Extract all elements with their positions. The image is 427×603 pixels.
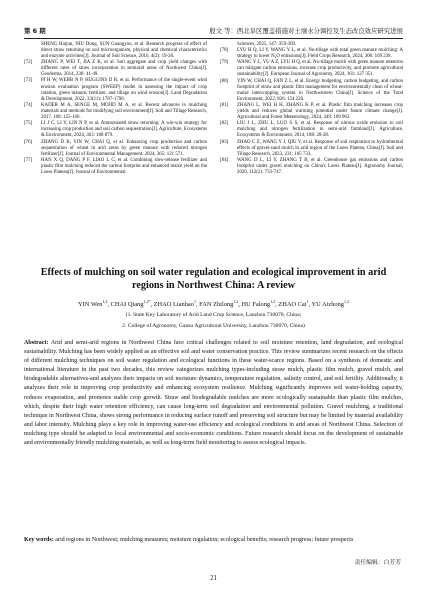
reference-text: YIN W, CHAI Q, FAN Z L, et al. Energy budgeting, carbon budgeting, and carbon footprint of straw and plastic film management for environmentally clean of wheat-maize intercropping system in Northwestern China[J]. Science of the Total Environment, 2022, 826: 154 220. [237, 78, 403, 102]
responsible-editor: 责任编辑：白芳芳 [354, 560, 401, 566]
article-title: Effects of mulching on soil water regulation and ecological improvement in arid regions in Northwest China: A review [40, 267, 387, 291]
reference-text: ZHANG P, WEI T, JIA Z K, et al. Soil aggregate and crop yield changes with different rates of straw incorporation in semiarid areas of Northwest China[J]. Geoderma, 2014, 230: 41-49. [41, 60, 207, 78]
reference-item [220, 158, 403, 176]
reference-number: [72] [24, 60, 33, 66]
reference-item [24, 140, 207, 158]
references-left-column [24, 42, 207, 176]
reference-number: [73] [24, 78, 33, 84]
reference-item [220, 60, 403, 78]
abstract [24, 339, 403, 448]
keywords-text: arid regions in Northwest; mulching measures; moisture regulation; ecological benefits; research progress; future prospects [55, 537, 354, 543]
reference-text: ZHANG D K, YIN W, CHAI Q, et al. Enhancing crop production and carbon sequestration of wheat in arid areas by green manure with reduced nitrogen fertilizer[J]. Journal of Environmental Management, 2024, 365: 121 571. [41, 139, 207, 157]
reference-text: ZHANG L, WEI H H, ZHANG K P, et al. Plastic film mulching increases crop yields and reduces global warming potential under future climate change[J]. Agricultural and Forest Meteorology, 2024, 349: 109 963. [237, 103, 403, 121]
reference-number: [75] [24, 121, 33, 127]
header-rule [24, 38, 403, 39]
reference-continuation: Sciences, 2025, 147: 359-369. [237, 42, 297, 47]
reference-text: WANG D L, LI Y, ZHANG T B, et al. Greenhouse gas emissions and carbon footprint under gravel mulching on China's Loess Plateau[J]. Agronomy Journal, 2020, 112(2): 733-747. [237, 158, 403, 176]
reference-item [24, 78, 207, 102]
affiliation-1: (1. State Key Laboratory of Arid Land Crop Science, Lanzhou 730070, China; [125, 312, 302, 318]
reference-number: [82] [220, 121, 229, 127]
reference-item [24, 158, 207, 176]
reference-number: [78] [220, 48, 229, 54]
reference-text: HAN X Q, DANG P F, LIAO L C, et al. Combining slow-release fertilizer and plastic film mulching reduced the carbon footprint and enhanced maize yield on the Loess Plateau[J]. Journal of Environmental [41, 157, 207, 175]
reference-item [24, 121, 207, 139]
reference-number: [76] [24, 139, 33, 145]
reference-text: PI H W, WEBB N P, HUGGINS D R, et al. Performance of the single-event wind erosion evaluation program (SWEEP) model in assessing the impact of crop rotation, green manure, fertilizer, and tillage on wind erosion[J]. Land Degradation & Development, 2022, 33(11): 1787-1798. [41, 78, 207, 102]
reference-text: WANG Y L, YU A Z, LYU H Q, et al. No-tillage mulch with green manure retention can mitigate carbon emissions, increase crop productivity, and promote agricultural sustainability[J]. European Journal of Agronomy, 2024, 161: 127 351. [237, 60, 403, 78]
references-right-column [220, 42, 403, 176]
reference-continuation: SHENG Haijun, NIU Dong, SUN Guangyou, et al. Research progress of effect of direct straw returning on soil microorganism, physical and chemical characteristics and enzyme activities[J]. Journal of Soil Science, 2016, 4(2): 19-26. [41, 42, 207, 60]
reference-item [24, 60, 207, 78]
reference-item [220, 48, 403, 60]
reference-text: LYU H Q, LI Y, WANG Y L, et al. No-tillage with total green manure mulching: A strategy to lower N₂O emissions[J]. Field Crops Research, 2024, 306: 109 238. [237, 48, 403, 60]
keywords [24, 536, 403, 545]
reference-item [220, 140, 403, 158]
reference-item [220, 103, 403, 121]
reference-text: KADER M A, SENGE M, MOJID M A, et al. Recent advances in mulching materials and methods for modifying soil environment[J]. Soil and Tillage Research, 2017, 168: 155-166. [41, 102, 207, 120]
reference-item [220, 121, 403, 139]
reference-text: LI J C, LI Y, LIN N P, et al. Ammoniated straw returning: A win-win strategy for increasing crop production and soil carbon sequestration[J]. Agriculture, Ecosystems & Environment, 2024, 363: 108 879. [41, 121, 207, 139]
reference-item [220, 79, 403, 103]
abstract-text: Arid and semi-arid regions in Northwest China face critical challenges related to soil moisture retention, land degradation, and ecological sustainability. Mulching has been widely applied as an effective soil and water conservation practice. This review summarizes recent research on the effects of different mulching techniques on soil water regulation and ecological functions in these water-scarce regions. Based on a synthesis of domestic and international literature in the past two decades, this review categorizes mulching types-including straw mulch, plastic film mulch, gravel mulch, and biodegradable alternatives-and analyzes their impacts on soil moisture dynamics, temperature regulation, salinity control, and soil fertility. Additionally, it analyzes their role in improving crop productivity and enhancing ecosystem resilience. Mulching significantly improves soil water-holding capacity, reduces evaporation, and promotes stable crop growth. Straw and biodegradable mulches are more ecologically sustainable than plastic film mulches, which, despite their high water retention efficiency, can cause long-term soil degradation and environmental pollution. Gravel mulching, a traditional technique in Northwest China, shows strong performance in reducing surface runoff and preserving soil structure but may be limited by material availability and labor intensity. Mulching plays a key role in improving water-use efficiency and ecological conditions in arid areas of Northwest China. Selection of mulching type should be adapted to local environmental and socio-economic conditions. Future research should focus on the development of sustainable and environmentally friendly mulching materials, as well as long-term field monitoring to assess ecological impacts. [24, 340, 403, 447]
abstract-label: Abstract: [24, 340, 49, 346]
running-title: 殷文 等：西北旱区覆盖措施对土壤水分调控及生态改良效应研究进展 [209, 27, 403, 35]
keywords-label: Key words: [24, 537, 54, 543]
reference-item [24, 103, 207, 121]
page-header [24, 26, 403, 37]
affiliation-2: 2. College of Agronomy, Gansu Agricultural University, Lanzhou 730070, China) [122, 323, 305, 329]
issue-label: 第 6 期 [24, 27, 46, 35]
page-number: 21 [210, 575, 217, 582]
reference-number: [80] [220, 78, 229, 84]
reference-number: [79] [220, 60, 229, 66]
reference-number: [84] [220, 158, 229, 164]
reference-number: [81] [220, 103, 229, 109]
reference-text: LIU J L, ZHU L, LUO S S, et al. Response of nitrous oxide emission to soil mulching and nitrogen fertilization in semi-arid farmland[J]. Agriculture, Ecosystems & Environment, 2014, 188: 20-28. [237, 121, 403, 139]
reference-number: [74] [24, 102, 33, 108]
reference-number: [83] [220, 139, 229, 145]
author-list: YIN Wen$^{1,2}$, CHAI Qiang$^{1,2*}$, ZHAO Lianhao$^1$, FAN Zhilong$^{1,2}$, HU Falong$^{1,2}$, ZHAO Cai$^1$, YU Aizhong$^{1,2}$ [78, 299, 349, 309]
reference-text: ZHAO C Z, WANG Y J, QIU Y, et al. Response of soil respiration to hydrothermal effects of gravel-sand mulch in arid region of the Loess Plateau, China[J]. Soil and Tillage Research, 2023, 231: 105 733. [237, 139, 403, 157]
reference-number: [77] [24, 157, 33, 163]
